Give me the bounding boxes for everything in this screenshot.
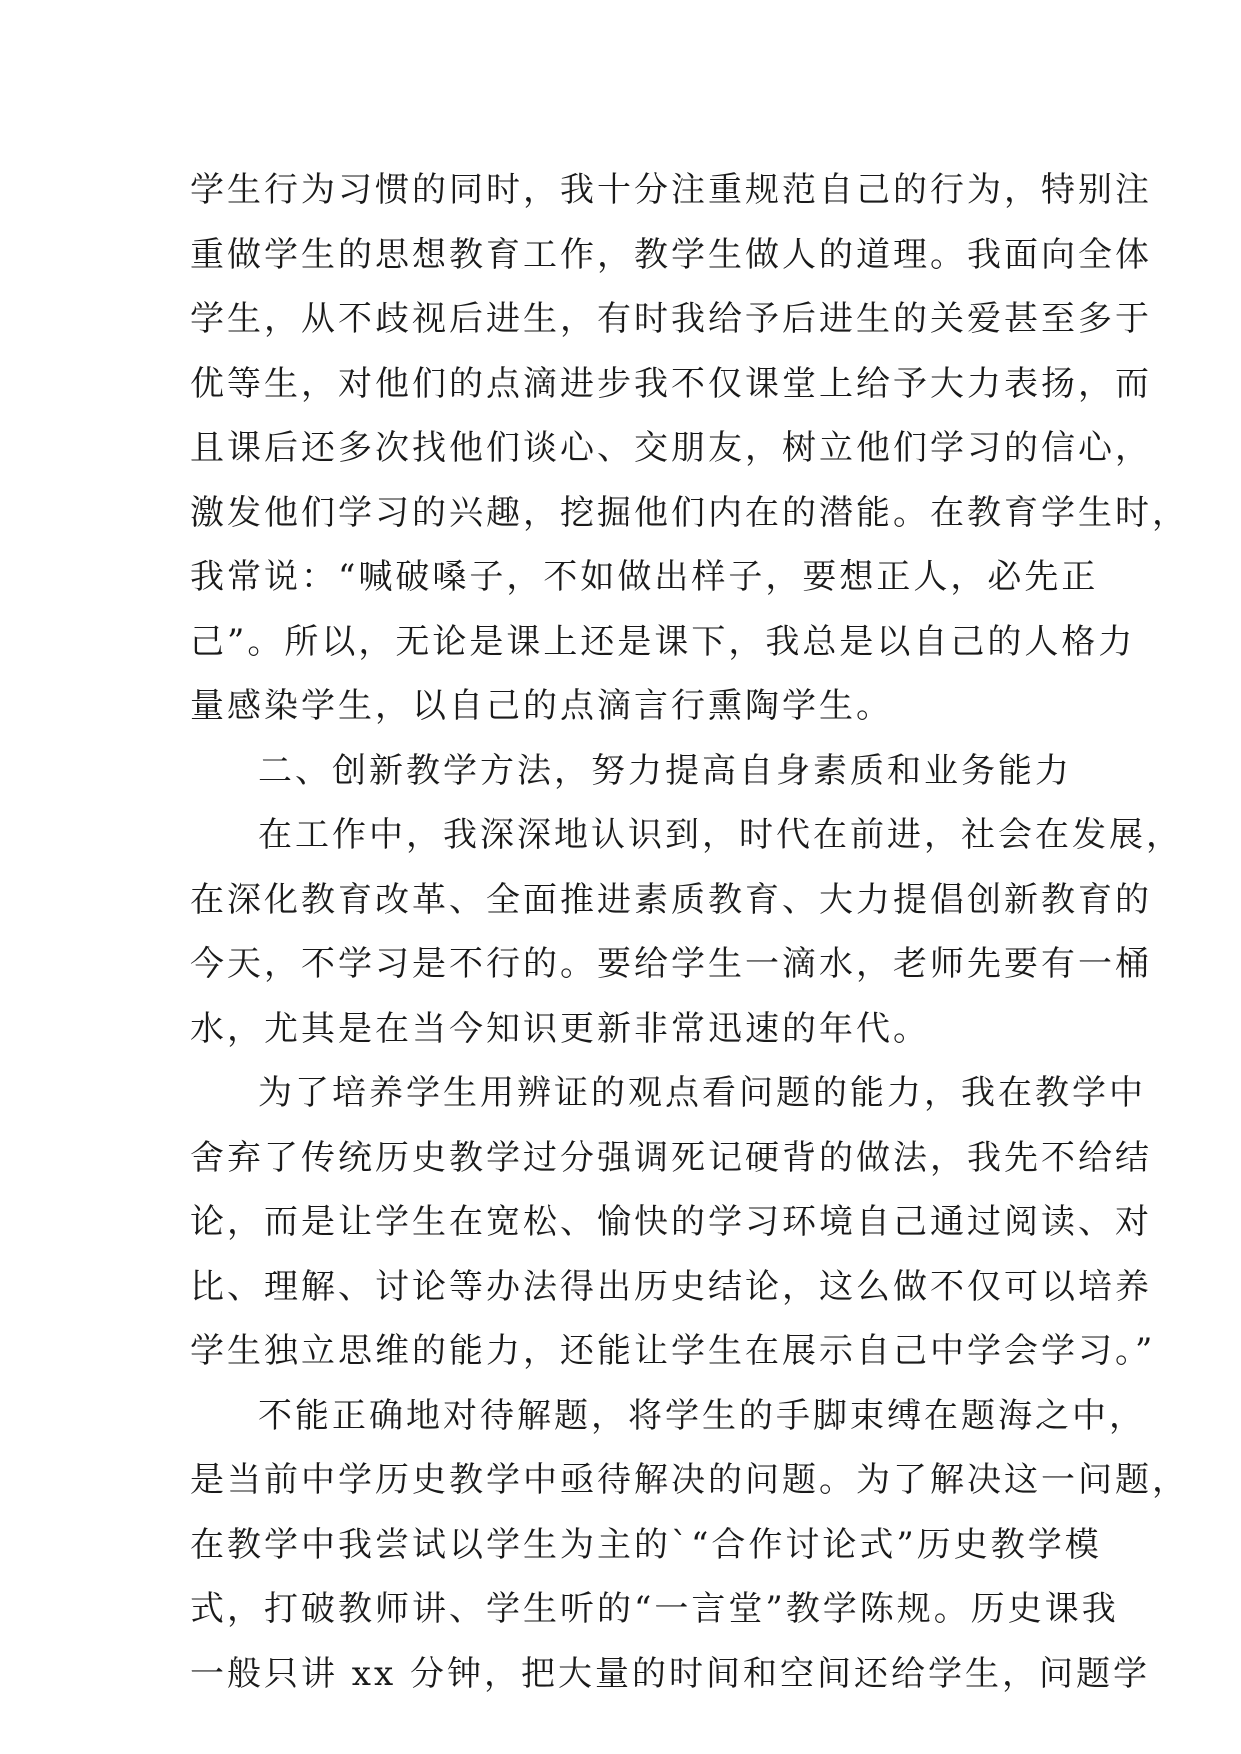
- text-line: 激发他们学习的兴趣，挖掘他们内在的潜能。在教育学生时，: [190, 492, 1189, 533]
- text-line: 重做学生的思想教育工作，教学生做人的道理。我面向全体: [190, 234, 1152, 275]
- text-line: 比、理解、讨论等办法得出历史结论，这么做不仅可以培养: [190, 1266, 1152, 1307]
- text-line: 今天，不学习是不行的。要给学生一滴水，老师先要有一桶: [190, 944, 1152, 984]
- text-line: 且课后还多次找他们谈心、交朋友，树立他们学习的信心，: [190, 428, 1152, 468]
- text-line: 己”。所以，无论是课上还是课下，我总是以自己的人格力: [190, 621, 1136, 662]
- text-line: 在工作中，我深深地认识到，时代在前进，社会在发展，: [258, 815, 1183, 855]
- text-line: 论，而是让学生在宽松、愉快的学习环境自己通过阅读、对: [190, 1202, 1152, 1242]
- text-line: 学生行为习惯的同时，我十分注重规范自己的行为，特别注: [190, 170, 1152, 210]
- text-line: 水，尤其是在当今知识更新非常迅速的年代。: [190, 1008, 930, 1049]
- text-line: 学生独立思维的能力，还能让学生在展示自己中学会学习。”: [190, 1331, 1156, 1371]
- text-line: 在深化教育改革、全面推进素质教育、大力提倡创新教育的: [190, 879, 1152, 920]
- text-line: 我常说：“喊破嗓子，不如做出样子，要想正人，必先正: [190, 557, 1099, 597]
- text-line: 在教学中我尝试以学生为主的`“合作讨论式”历史教学模: [190, 1524, 1102, 1565]
- text-line: 优等生，对他们的点滴进步我不仅课堂上给予大力表扬，而: [190, 363, 1152, 404]
- text-line: 舍弃了传统历史教学过分强调死记硬背的做法，我先不给结: [190, 1137, 1152, 1178]
- text-line: 二、创新教学方法，努力提高自身素质和业务能力: [258, 750, 1072, 791]
- text-line: 为了培养学生用辨证的观点看问题的能力，我在教学中: [258, 1073, 1146, 1113]
- text-line: 学生，从不歧视后进生，有时我给予后进生的关爱甚至多于: [190, 299, 1152, 339]
- document-body: [190, 158, 1189, 1706]
- text-line: 式，打破教师讲、学生听的“一言堂”教学陈规。历史课我: [190, 1589, 1119, 1629]
- text-line: 一般只讲 xx 分钟，把大量的时间和空间还给学生，问题学: [190, 1653, 1150, 1694]
- text-line: 是当前中学历史教学中亟待解决的问题。为了解决这一问题，: [190, 1460, 1189, 1500]
- text-line: 量感染学生，以自己的点滴言行熏陶学生。: [190, 686, 893, 726]
- text-line: 不能正确地对待解题，将学生的手脚束缚在题海之中，: [258, 1395, 1146, 1436]
